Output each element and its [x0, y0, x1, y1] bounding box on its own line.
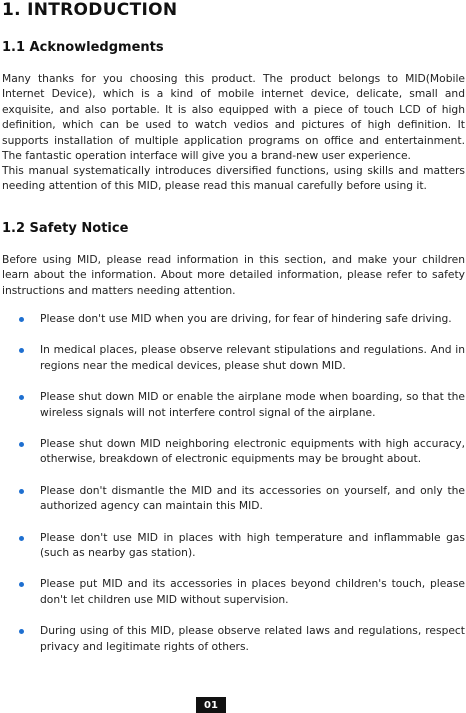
list-item-text: Please shut down MID neighboring electronic equipments with high accuracy, otherwise, breakdown of electronic equipments may be brought about. [40, 437, 465, 466]
safety-notice-list [0, 311, 466, 670]
page-number-badge: 01 [196, 697, 226, 713]
list-item [0, 623, 466, 654]
bullet-dot-icon [19, 395, 24, 400]
list-item [0, 311, 466, 326]
chapter-title: 1. INTRODUCTION [2, 0, 178, 20]
list-item [0, 342, 466, 373]
section-heading-acknowledgments: 1.1 Acknowledgments [2, 40, 164, 55]
list-item-text: In medical places, please observe relevant stipulations and regulations. And in regions near the medical devices, please shut down MID. [40, 343, 465, 372]
list-item [0, 530, 466, 561]
manual-intro-paragraph: This manual systematically introduces diversified functions, using skills and matters needing attention of this MID, please read this manual carefully before using it. [2, 164, 465, 193]
bullet-dot-icon [19, 348, 24, 353]
list-item-text: Please put MID and its accessories in places beyond children's touch, please don't let children use MID without supervision. [40, 577, 465, 606]
bullet-dot-icon [19, 489, 24, 494]
section-heading-safety: 1.2 Safety Notice [2, 221, 129, 236]
list-item-text: Please don't dismantle the MID and its accessories on yourself, and only the authorized agency can maintain this MID. [40, 483, 465, 513]
list-item-text: Please shut down MID or enable the airplane mode when boarding, so that the wireless signals will not interfere control signal of the airplane. [40, 390, 465, 419]
bullet-dot-icon [19, 536, 24, 541]
acknowledgments-paragraph: Many thanks for you choosing this product. The product belongs to MID(Mobile Internet Device), which is a kind of mobile internet device, delicate, small and exquisite, and also portable. It is also equipped with a piece of touch LCD of high definition, which can be used to watch vedios and pictures of high definition. It supports installation of multiple application programs on office and entertainment. The fantastic operation interface will give you a brand-new user experience. [2, 72, 465, 163]
bullet-dot-icon [19, 317, 24, 322]
list-item [0, 436, 466, 467]
list-item-text: Please don't use MID in places with high temperature and inflammable gas (such as nearby gas station). [40, 530, 465, 560]
bullet-dot-icon [19, 629, 24, 634]
safety-intro-paragraph: Before using MID, please read information in this section, and make your children learn about the information. About more detailed information, please refer to safety instructions and matters needing attention. [2, 253, 465, 297]
list-item-text: During using of this MID, please observe related laws and regulations, respect privacy and legitimate rights of others. [40, 624, 465, 653]
list-item [0, 576, 466, 607]
list-item-text: Please don't use MID when you are driving, for fear of hindering safe driving. [40, 312, 452, 325]
list-item [0, 483, 466, 514]
bullet-dot-icon [19, 442, 24, 447]
bullet-dot-icon [19, 582, 24, 587]
list-item [0, 389, 466, 420]
